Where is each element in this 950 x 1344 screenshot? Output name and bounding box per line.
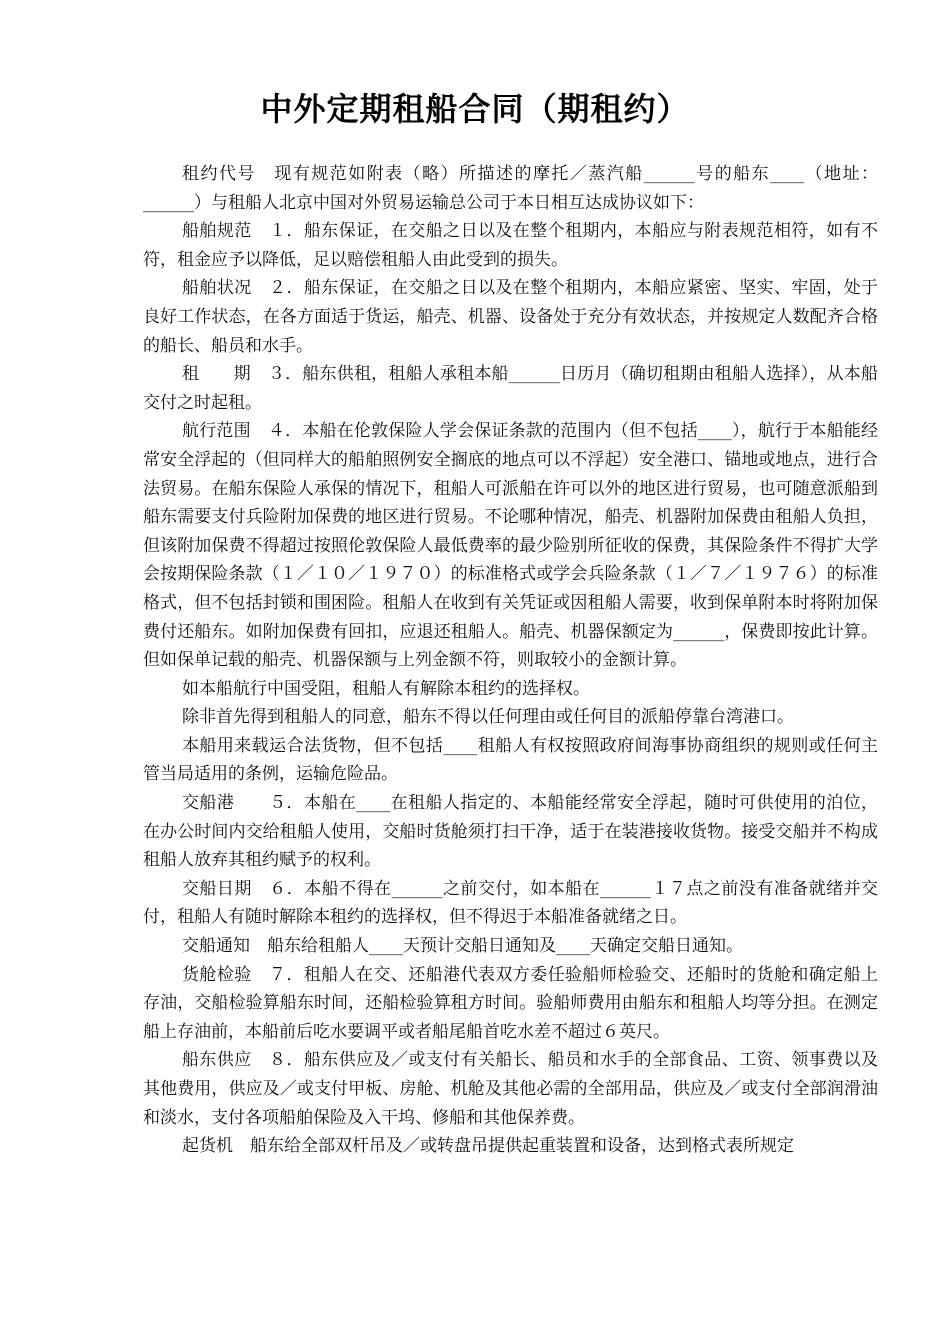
- paragraph-vessel-specification: 船舶规范 １．船东保证，在交船之日以及在整个租期内，本船应与附表规范相符，如有不符，租金应予以降低，足以赔偿租船人由此受到的损失。: [143, 221, 878, 270]
- paragraph-preamble: 租约代号 现有规范如附表（略）所描述的摩托／蒸汽船______号的船东____（地址：______）与租船人北京中国对外贸易运输总公司于本日相互达成协议如下：: [143, 164, 878, 213]
- paragraph-delivery-notice: 交船通知 船东给租船人____天预计交船日通知及____天确定交船日通知。: [182, 936, 743, 957]
- paragraph-delivery-port: 交船港 ５．本船在____在租船人指定的、本船能经常安全浮起，随时可供使用的泊位，在办公时间内交给租船人使用，交船时货舱须打扫干净，适于在装港接收货物。接受交船并不构成租船人放弃其租约赋予的权利。: [143, 793, 878, 871]
- paragraph-owners-provide: 船东供应 ８．船东供应及／或支付有关船长、船员和水手的全部食品、工资、领事费以及其他费用，供应及／或支付甲板、房舱、机舱及其他必需的全部用品，供应及／或支付全部润滑油和淡水，支付各项船舶保险及入干坞、修船和其他保养费。: [143, 1050, 878, 1128]
- document-title: 中外定期租船合同（期租约）: [260, 90, 690, 128]
- paragraph-trading-limits: 航行范围 ４．本船在伦敦保险人学会保证条款的范围内（但不包括____），航行于本船能经常安全浮起的（但同样大的船舶照例安全搁底的地点可以不浮起）安全港口、锚地或地点，进行合法贸易。在船东保险人承保的情况下，租船人可派船在许可以外的地区进行贸易，也可随意派船到船东需要支付兵险附加保费的地区进行贸易。不论哪种情况，船壳、机器附加保费由租船人负担，但该附加保费不得超过按照伦敦保险人最低费率的最少险别所征收的保费，其保险条件不得扩大学会按期保险条款（１／１０／１９７０）的标准格式或学会兵险条款（１／７／１９７６）的标准格式，但不包括封锁和围困险。租船人在收到有关凭证或因租船人需要，收到保单附本时将附加保费付还船东。如附加保费有回扣，应退还租船人。船壳、机器保额定为______，保费即按此计算。但如保单记载的船壳、机器保额与上列金额不符，则取较小的金额计算。: [143, 421, 878, 671]
- paragraph-charter-period: 租 期 ３．船东供租，租船人承租本船______日历月（确切租期由租船人选择），从本船交付之时起租。: [143, 364, 878, 413]
- paragraph-lawful-cargo: 本船用来载运合法货物，但不包括____租船人有权按照政府间海事协商组织的规则或任何主管当局适用的条例，运输危险品。: [143, 735, 878, 785]
- paragraph-taiwan-ports: 除非首先得到租船人的同意，船东不得以任何理由或任何目的派船停靠台湾港口。: [182, 707, 794, 728]
- paragraph-vessel-condition: 船舶状况 ２．船东保证，在交船之日以及在整个租期内，本船应紧密、坚实、牢固，处于良好工作状态，在各方面适于货运，船壳、机器、设备处于充分有效状态，并按规定人数配齐合格的船长、船员和水手。: [143, 278, 878, 356]
- paragraph-hold-survey: 货舱检验 ７．租船人在交、还船港代表双方委任验船师检验交、还船时的货舱和确定船上存油，交船检验算船东时间，还船检验算租方时间。验船师费用由船东和租船人均等分担。在测定船上存油前，本船前后吃水要调平或者船尾船首吃水差不超过６英尺。: [143, 964, 878, 1042]
- contract-body: [143, 160, 878, 1161]
- paragraph-china-restriction: 如本船航行中国受阻，租船人有解除本租约的选择权。: [182, 678, 590, 699]
- paragraph-cargo-gear: 起货机 船东给全部双杆吊及／或转盘吊提供起重装置和设备，达到格式表所规定: [182, 1136, 794, 1157]
- paragraph-delivery-date: 交船日期 ６．本船不得在______之前交付，如本船在______１７点之前没有准备就绪并交付，租船人有随时解除本租约的选择权，但不得迟于本船准备就绪之日。: [143, 878, 878, 928]
